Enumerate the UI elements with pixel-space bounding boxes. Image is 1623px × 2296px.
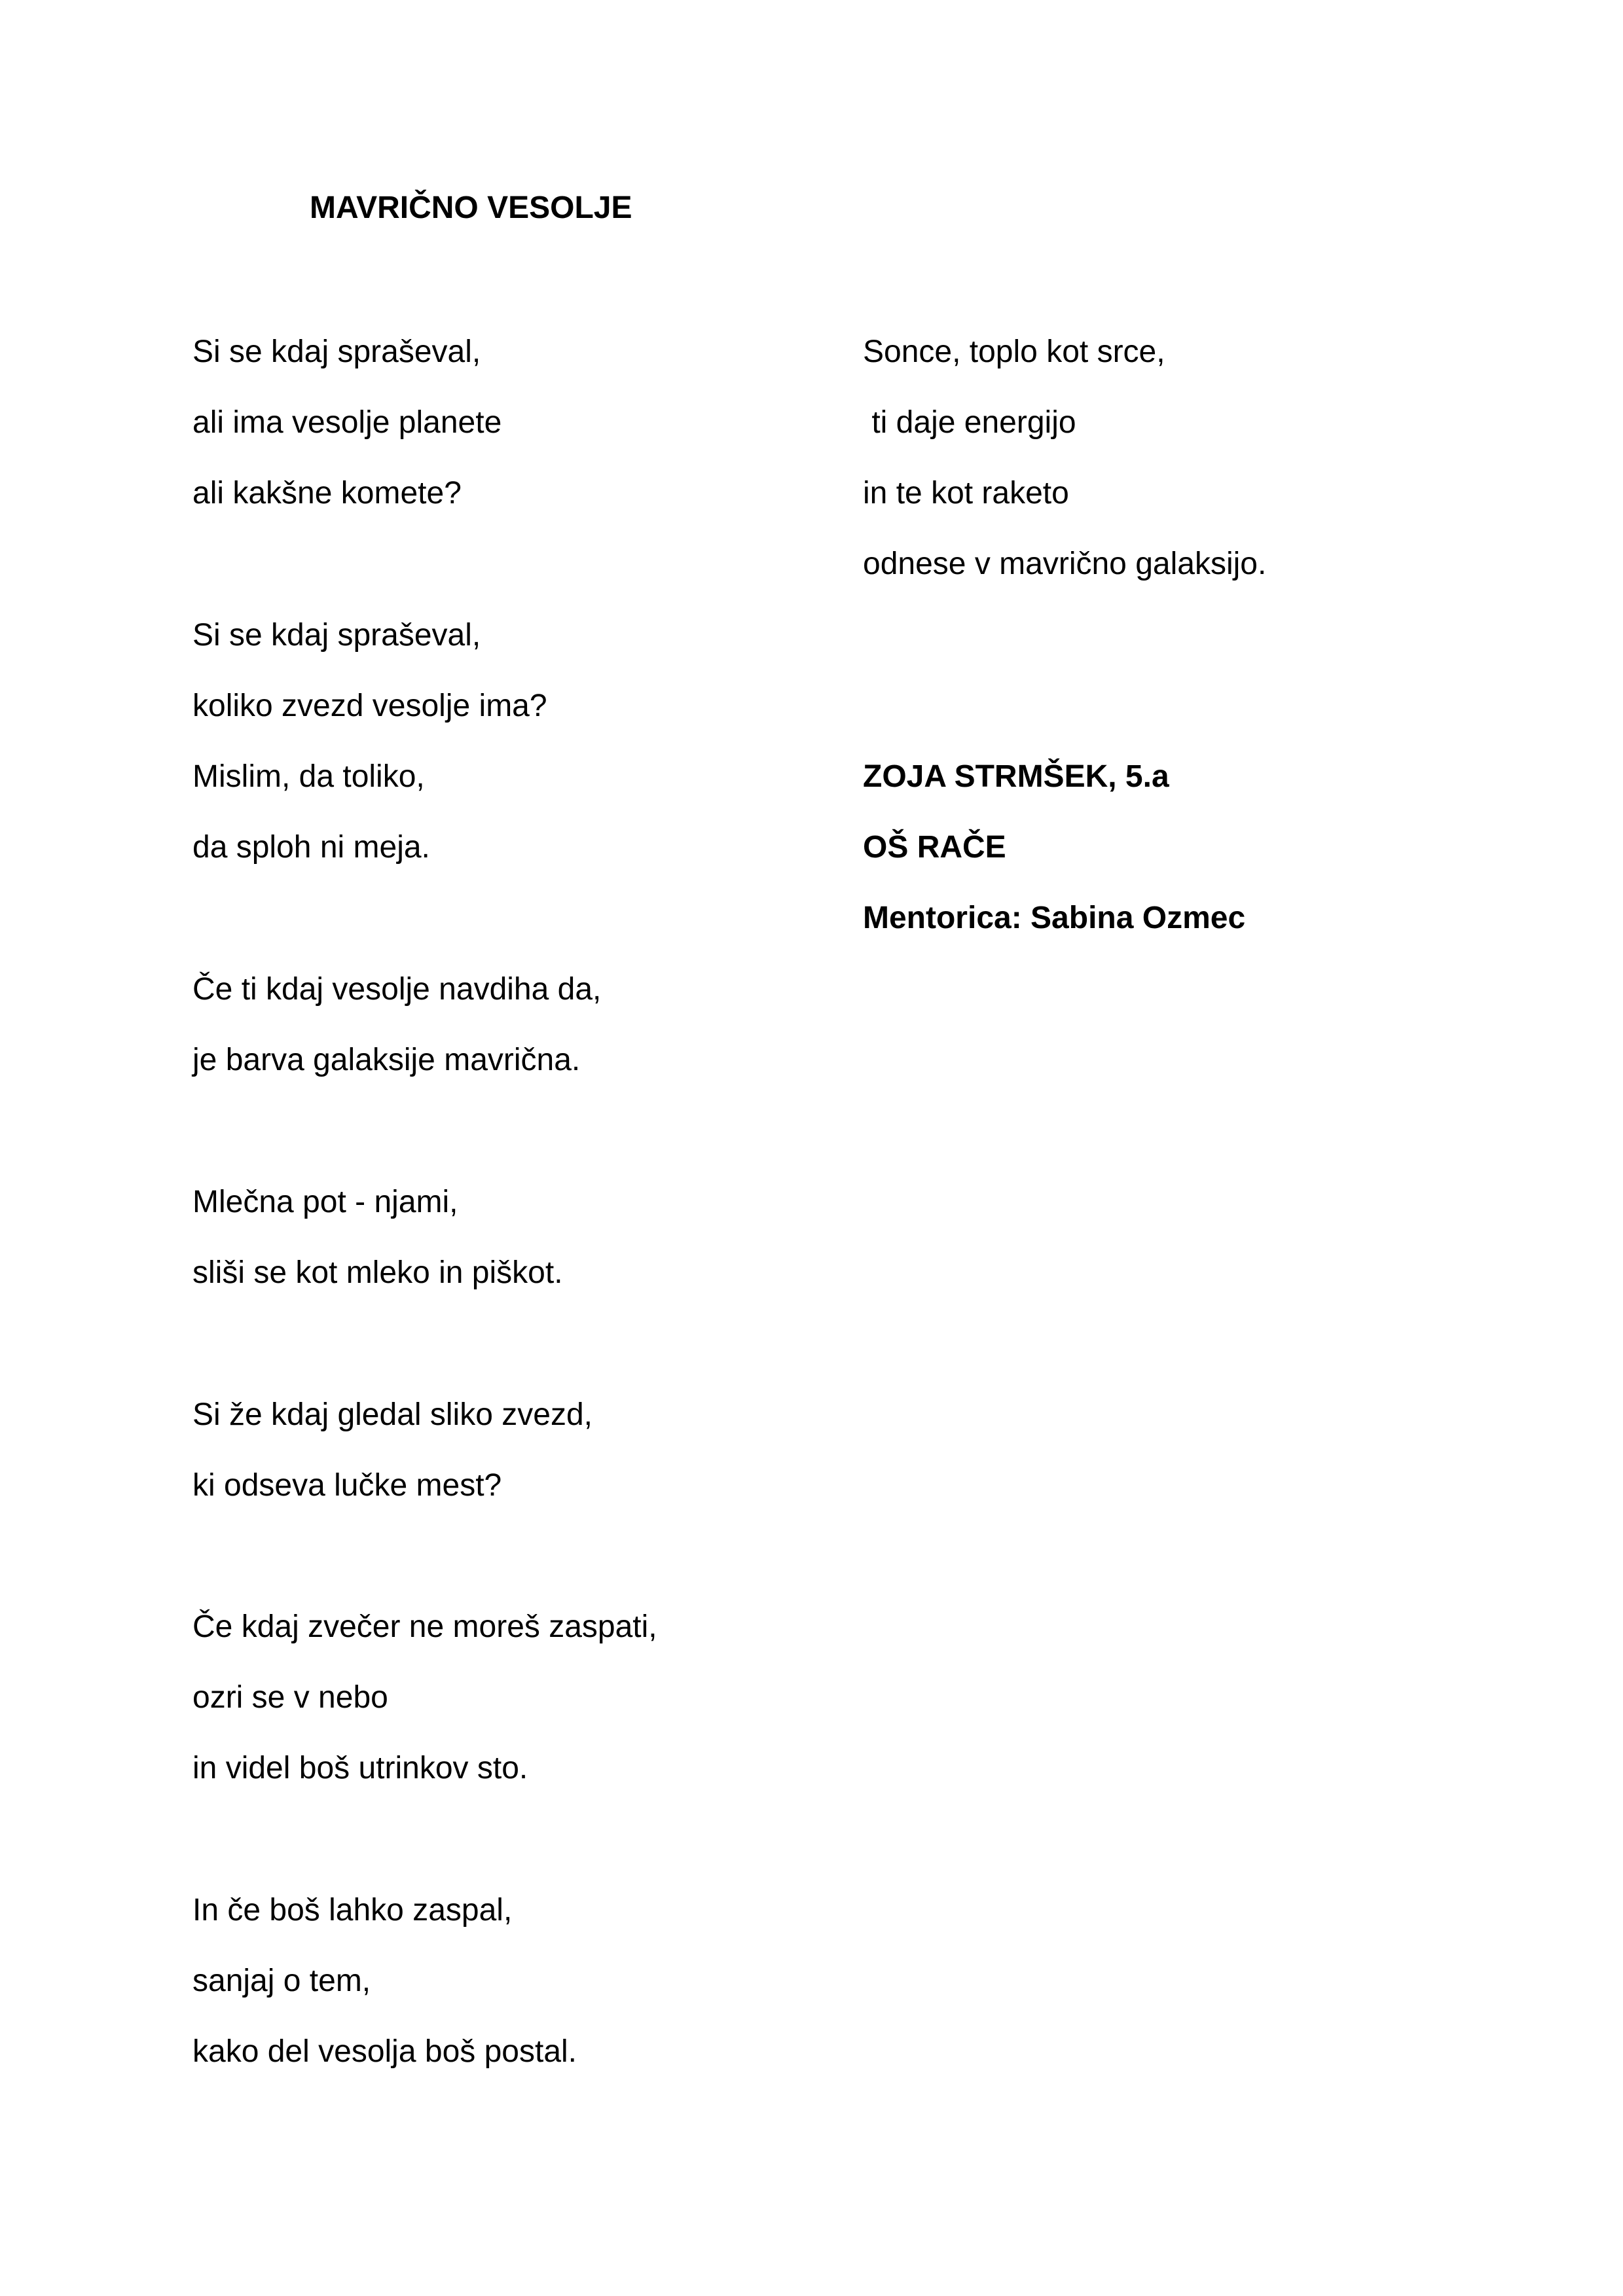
poem-line: sanjaj o tem, [192, 1964, 371, 1998]
author-school: OŠ RAČE [863, 830, 1006, 865]
poem-line: sliši se kot mleko in piškot. [192, 1255, 563, 1290]
poem-line: ki odseva lučke mest? [192, 1468, 502, 1503]
poem-line: je barva galaksije mavrična. [192, 1043, 581, 1077]
poem-line: ozri se v nebo [192, 1680, 388, 1715]
poem-line: Si se kdaj spraševal, [192, 618, 481, 653]
poem-line: Si že kdaj gledal sliko zvezd, [192, 1397, 593, 1432]
author-mentor: Mentorica: Sabina Ozmec [863, 901, 1246, 935]
author-name: ZOJA STRMŠEK, 5.a [863, 759, 1169, 794]
poem-line: koliko zvezd vesolje ima? [192, 689, 547, 723]
poem-line: ti daje energijo [863, 405, 1076, 440]
poem-line: Če kdaj zvečer ne moreš zaspati, [192, 1609, 657, 1644]
poem-line: In če boš lahko zaspal, [192, 1893, 513, 1928]
poem-line: Si se kdaj spraševal, [192, 334, 481, 369]
poem-line: kako del vesolja boš postal. [192, 2034, 577, 2069]
poem-line: odnese v mavrično galaksijo. [863, 547, 1267, 581]
poem-line: Mislim, da toliko, [192, 759, 425, 794]
poem-line: ali kakšne komete? [192, 476, 462, 511]
poem-title: MAVRIČNO VESOLJE [310, 190, 632, 225]
poem-line: in videl boš utrinkov sto. [192, 1751, 528, 1785]
poem-line: in te kot raketo [863, 476, 1069, 511]
poem-line: Če ti kdaj vesolje navdiha da, [192, 972, 602, 1007]
poem-line: ali ima vesolje planete [192, 405, 502, 440]
poem-line: Mlečna pot - njami, [192, 1185, 458, 1219]
poem-line: da sploh ni meja. [192, 830, 430, 865]
poem-line: Sonce, toplo kot srce, [863, 334, 1165, 369]
